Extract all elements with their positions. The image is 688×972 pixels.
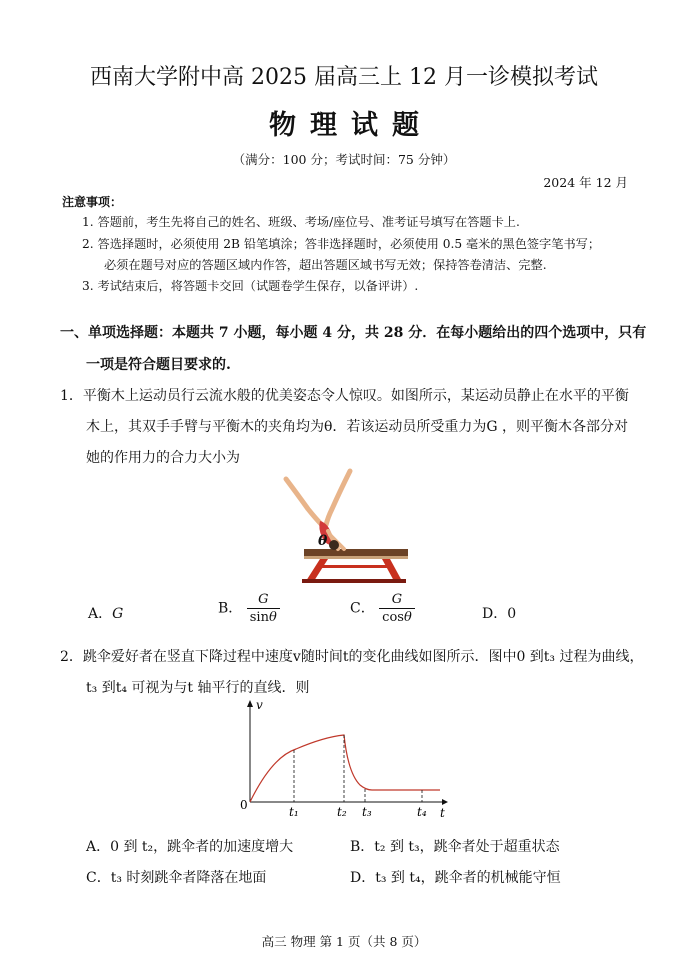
option-label: B． [218,600,243,617]
q1-option-c[interactable] [350,592,415,625]
option-label: C． [350,600,375,617]
tick-t2: t₂ [337,805,347,819]
q2-option-a[interactable]: A．0 到 t₂，跳伞者的加速度增大 [86,839,294,855]
option-label: A． [88,606,113,622]
section-heading: 一、单项选择题：本题共 7 小题，每小题 4 分，共 28 分．在每小题给出的四个选项中，只有 [60,325,647,341]
q1-balance-beam-figure [270,465,420,590]
beam-leg-right [382,559,402,581]
q1-text-line: 1．平衡木上运动员行云流水般的优美姿态令人惊叹。如图所示，某运动员静止在水平的平衡 [60,388,629,404]
q2-option-c[interactable]: C．t₃ 时刻跳伞者降落在地面 [86,870,267,886]
exam-meta: （满分：100 分；考试时间：75 分钟） [232,152,456,167]
note-item: 3. 考试结束后，将答题卡交回（试题卷学生保存，以备评讲）. [82,279,419,293]
option-label: D． [482,606,508,622]
tick-t1: t₁ [289,805,299,819]
note-item: 1. 答题前，考生先将自己的姓名、班级、考场/座位号、准考证号填写在答题卡上. [82,215,520,229]
page-footer: 高三 物理 第 1 页（共 8 页） [261,934,427,949]
q1-theta-label: θ [318,533,328,549]
beam-edge [304,556,408,559]
q2-text-line: t₃ 到t₄ 可视为与t 轴平行的直线．则 [86,680,310,696]
option-value: G [112,606,124,622]
t-axis-arrow [442,799,448,805]
gymnast-left-leg [286,479,322,525]
trig-var: θ [403,610,412,625]
q2-vt-graph [232,695,452,820]
tick-t4: t₄ [417,805,427,819]
exam-main-title: 西南大学附中高 2025 届高三上 12 月一诊模拟考试 [90,65,598,90]
beam-leg-left [306,559,328,581]
q1-option-a[interactable] [88,603,123,623]
note-item: 2. 答选择题时，必须使用 2B 铅笔填涂；答非选择题时，必须使用 0.5 毫米的黑色签字笔书写； [82,237,601,251]
q2-text-line: 2．跳伞爱好者在竖直下降过程中速度v随时间t的变化曲线如图所示．图中0 到t₃ 过程为曲线， [60,649,644,665]
q1-text-line: 木上，其双手手臂与平衡木的夹角均为θ．若该运动员所受重力为G ，则平衡木各部分对 [86,419,629,435]
trig-func: cos [382,610,404,625]
fraction-numerator: G [391,592,403,607]
t-axis-label: t [440,806,445,820]
velocity-curve [250,735,440,802]
gymnast-head [329,540,339,550]
exam-date: 2024 年 12 月 [543,175,628,190]
section-heading-cont: 一项是符合题目要求的. [86,357,231,373]
fraction-g-over-sin [247,592,280,625]
fraction-numerator: G [258,592,269,607]
q2-option-d[interactable]: D．t₃ 到 t₄，跳伞者的机械能守恒 [350,870,561,886]
beam-crossbar [318,565,392,568]
v-axis-label: v [256,698,263,712]
q2-option-b[interactable]: B．t₂ 到 t₃，跳伞者处于超重状态 [350,839,560,855]
q1-option-d[interactable] [482,603,516,623]
gymnast-right-leg [326,471,350,525]
trig-func: sin [249,610,269,625]
notes-heading: 注意事项： [62,195,123,209]
fraction-g-over-cos [379,592,415,625]
fraction-denominator [379,608,415,625]
beam-top [304,549,408,557]
trig-var: θ [268,610,277,625]
fraction-denominator [247,608,280,625]
subject-title: 物理试题 [269,110,433,141]
note-item: 必须在题号对应的答题区域内作答，超出答题区域书写无效；保持答卷清洁、完整. [104,258,547,272]
option-value: 0 [507,606,517,622]
q1-option-b[interactable] [218,592,280,625]
q1-text-line: 她的作用力的合力大小为 [86,450,240,466]
v-axis-arrow [247,700,253,707]
beam-base [302,579,406,583]
tick-t3: t₃ [362,805,372,819]
origin-label: 0 [240,798,248,812]
